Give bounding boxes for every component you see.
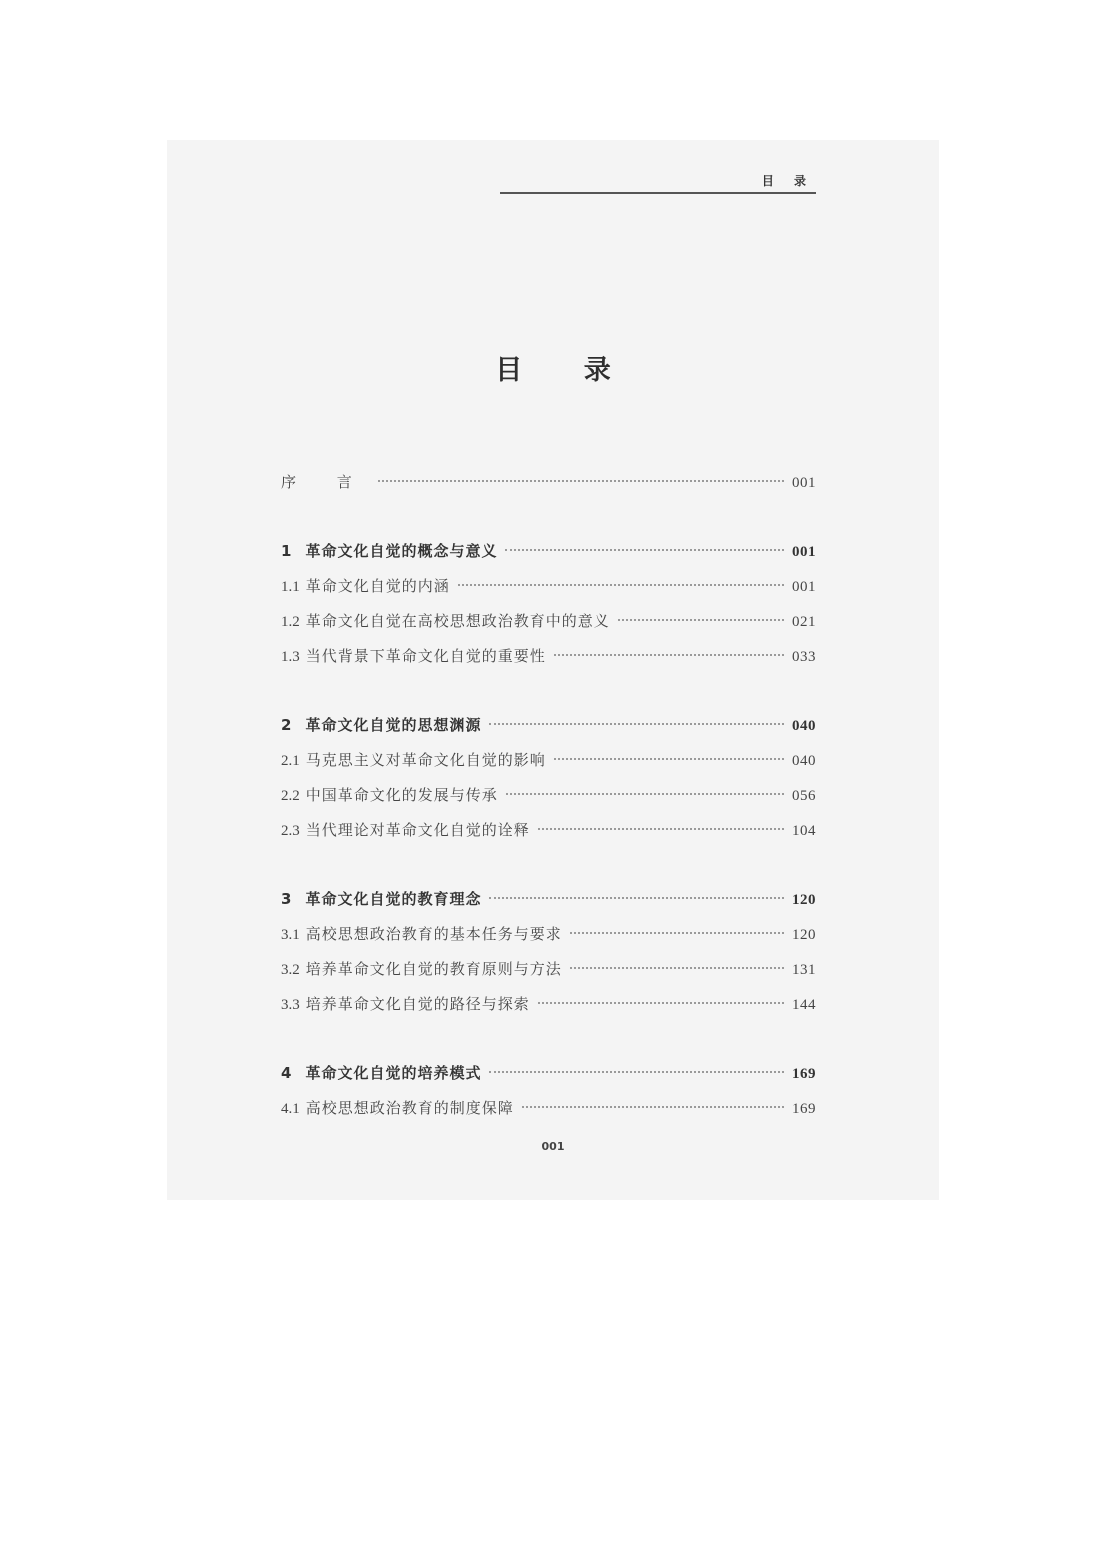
- section-page: 131: [792, 962, 816, 978]
- chapter-title: 革命文化自觉的思想渊源: [305, 716, 482, 734]
- dot-leader: [378, 480, 784, 482]
- toc-entry-section[interactable]: [281, 813, 816, 848]
- section-title: 当代理论对革命文化自觉的诠释: [305, 821, 530, 839]
- book-page: [167, 140, 939, 1200]
- chapter-page: 001: [792, 544, 816, 560]
- section-title: 革命文化自觉的内涵: [305, 577, 450, 595]
- dot-leader: [522, 1106, 784, 1108]
- chapter-page: 169: [792, 1066, 816, 1082]
- section-page: 033: [792, 649, 816, 665]
- section-page: 104: [792, 823, 816, 839]
- chapter-page: 120: [792, 892, 816, 908]
- chapter-number: 2: [281, 716, 292, 734]
- dot-leader: [489, 1071, 784, 1073]
- dot-leader: [489, 897, 784, 899]
- section-title: 培养革命文化自觉的教育原则与方法: [305, 960, 562, 978]
- section-number: 3.3: [281, 997, 300, 1013]
- toc-entry-page: 001: [792, 475, 816, 491]
- chapter-number: 4: [281, 1064, 292, 1082]
- dot-leader: [506, 793, 784, 795]
- toc-entry-section[interactable]: [281, 569, 816, 604]
- section-number: 3.1: [281, 927, 300, 943]
- dot-leader: [538, 1002, 784, 1004]
- spacer: [281, 848, 816, 882]
- section-title: 培养革命文化自觉的路径与探索: [305, 995, 530, 1013]
- section-page: 144: [792, 997, 816, 1013]
- toc-entry-section[interactable]: [281, 743, 816, 778]
- toc-entry-section[interactable]: [281, 987, 816, 1022]
- chapter-number: 1: [281, 542, 292, 560]
- section-number: 2.1: [281, 753, 300, 769]
- section-page: 021: [792, 614, 816, 630]
- section-number: 4.1: [281, 1101, 300, 1117]
- toc-entry-section[interactable]: [281, 1091, 816, 1126]
- dot-leader: [618, 619, 784, 621]
- section-title: 高校思想政治教育的制度保障: [305, 1099, 514, 1117]
- chapter-title: 革命文化自觉的概念与意义: [305, 542, 498, 560]
- dot-leader: [570, 967, 784, 969]
- section-title: 马克思主义对革命文化自觉的影响: [305, 751, 546, 769]
- dot-leader: [458, 584, 784, 586]
- page-number-footer: 001: [541, 1140, 565, 1153]
- section-number: 2.3: [281, 823, 300, 839]
- section-page: 001: [792, 579, 816, 595]
- toc-entry-section[interactable]: [281, 604, 816, 639]
- dot-leader: [554, 654, 784, 656]
- section-title: 高校思想政治教育的基本任务与要求: [305, 925, 562, 943]
- dot-leader: [538, 828, 784, 830]
- toc-entry-preface[interactable]: [281, 465, 816, 500]
- toc-entry-section[interactable]: [281, 917, 816, 952]
- section-page: 040: [792, 753, 816, 769]
- toc-entry-chapter[interactable]: [281, 534, 816, 569]
- section-title: 革命文化自觉在高校思想政治教育中的意义: [305, 612, 610, 630]
- dot-leader: [505, 549, 784, 551]
- spacer: [281, 674, 816, 708]
- section-page: 120: [792, 927, 816, 943]
- toc-entry-label: 序 言: [281, 473, 370, 491]
- toc-entry-chapter[interactable]: [281, 1056, 816, 1091]
- section-number: 1.2: [281, 614, 300, 630]
- dot-leader: [554, 758, 784, 760]
- chapter-number: 3: [281, 890, 292, 908]
- table-of-contents: [281, 465, 816, 1126]
- chapter-title: 革命文化自觉的教育理念: [305, 890, 482, 908]
- toc-entry-section[interactable]: [281, 952, 816, 987]
- toc-title: 目 录: [495, 355, 637, 386]
- running-header: [500, 170, 816, 194]
- dot-leader: [570, 932, 784, 934]
- toc-entry-chapter[interactable]: [281, 882, 816, 917]
- toc-entry-section[interactable]: [281, 639, 816, 674]
- toc-entry-section[interactable]: [281, 778, 816, 813]
- dot-leader: [489, 723, 784, 725]
- section-page: 169: [792, 1101, 816, 1117]
- chapter-title: 革命文化自觉的培养模式: [305, 1064, 482, 1082]
- toc-entry-chapter[interactable]: [281, 708, 816, 743]
- section-title: 当代背景下革命文化自觉的重要性: [305, 647, 546, 665]
- section-number: 1.1: [281, 579, 300, 595]
- spacer: [281, 500, 816, 534]
- section-title: 中国革命文化的发展与传承: [305, 786, 498, 804]
- section-number: 3.2: [281, 962, 300, 978]
- section-number: 2.2: [281, 788, 300, 804]
- section-page: 056: [792, 788, 816, 804]
- section-number: 1.3: [281, 649, 300, 665]
- spacer: [281, 1022, 816, 1056]
- chapter-page: 040: [792, 718, 816, 734]
- running-header-text: 目 录: [761, 174, 814, 188]
